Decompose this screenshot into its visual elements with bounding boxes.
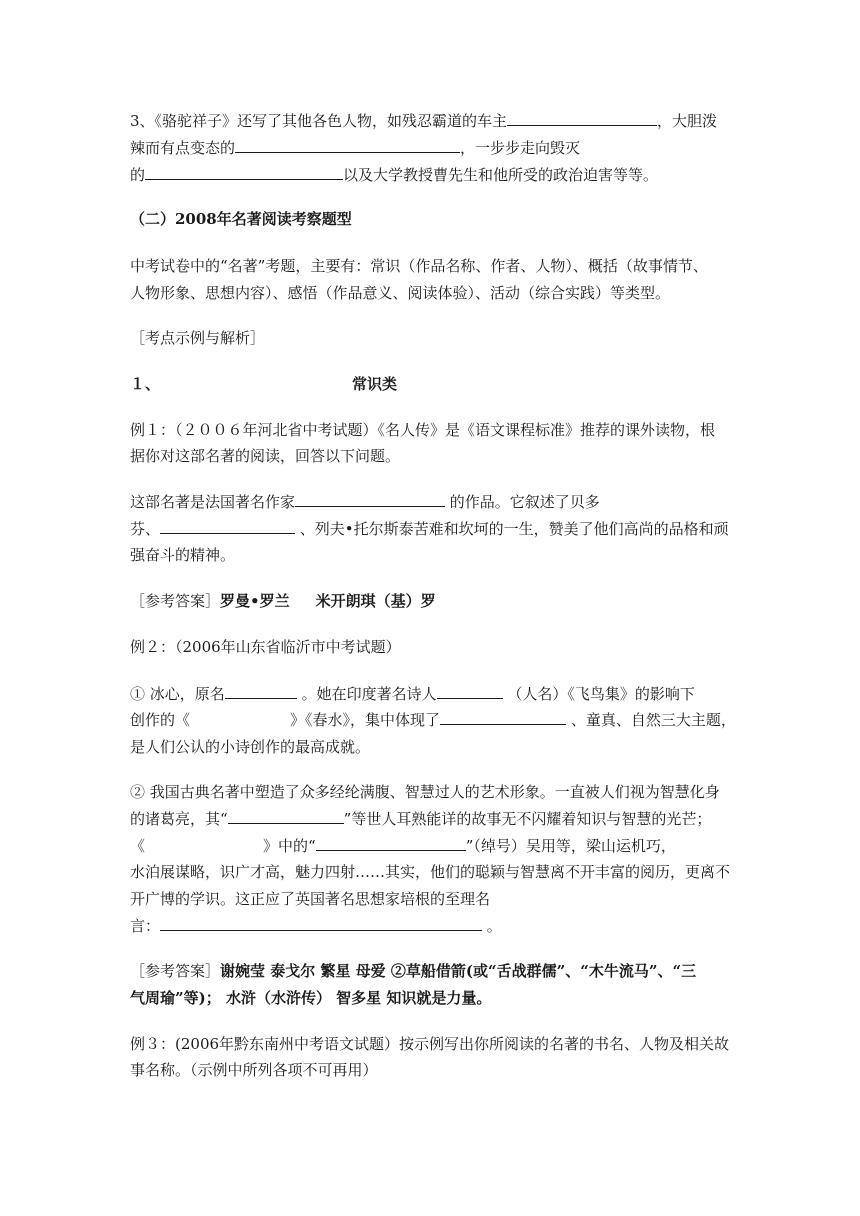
text: 。 (486, 917, 502, 935)
paragraph-line: 人物形象、思想内容）、感悟（作品意义、阅读体验）、活动（综合实践）等类型。 (130, 284, 671, 302)
question-line: 开广博的学识。这正应了英国著名思想家培根的至理名 (130, 890, 491, 908)
text: （人名）《飞鸟集》的影响下 (507, 685, 695, 703)
kaodian-label: ［考点示例与解析］ (130, 329, 266, 347)
text: 辣而有点变态的 (130, 139, 236, 157)
example-line: 例３：(2006年黔东南州中考语文试题）按示例写出你所阅读的名著的书名、人物及相关故 (130, 1035, 730, 1053)
text: 《 (130, 837, 146, 855)
question-line (130, 916, 502, 936)
example-line: 据你对这部名著的阅读，回答以下问题。 (130, 447, 401, 465)
answer-value: 罗曼•罗兰 (220, 592, 290, 610)
answer-value: 米开朗琪（基）罗 (315, 592, 436, 610)
example-line: 例１：（２００６年河北省中考试题）《名人传》是《语文课程标准》推荐的课外读物，根 (130, 421, 716, 439)
text: 。她在印度著名诗人 (301, 685, 437, 703)
text: 以及大学教授曹先生和他所受的政治迫害等等。 (343, 166, 659, 184)
text-line (130, 111, 717, 131)
answer-value: 谢婉莹 泰戈尔 繁星 母爱 ②草船借箭(或“舌战群儒”、“木牛流马”、“三 (220, 962, 697, 980)
question-line (130, 492, 600, 512)
subsection-number: １、 (130, 375, 161, 393)
answer-line: 气周瑜”等)； 水浒（水浒传） 智多星 知识就是力量。 (130, 989, 492, 1007)
text: 芬、 (130, 520, 161, 538)
question-line: 强奋斗的精神。 (130, 546, 236, 564)
question-line (130, 710, 736, 730)
text: 、童真、自然三大主题， (570, 711, 736, 729)
text: 这部名著是法国著名作家 (130, 493, 296, 511)
text: 3、《骆驼祥子》还写了其他各色人物，如残忍霸道的车主 (130, 112, 508, 130)
fill-blank (225, 684, 297, 699)
text: 》《春水》，集中体现了 (290, 711, 441, 729)
example-line: 例２：（2006年山东省临沂市中考试题） (130, 638, 401, 656)
text-line (130, 138, 580, 158)
text: ，一步步走向毁灭 (460, 139, 581, 157)
fill-blank (507, 111, 657, 126)
fill-blank (160, 916, 482, 931)
fill-blank (316, 836, 466, 851)
text: ，大胆泼 (657, 112, 718, 130)
text-line (130, 165, 658, 185)
answer-line (130, 961, 696, 981)
subsection-title: 常识类 (352, 375, 398, 393)
text: ”（绰号）吴用等，梁山运机巧， (465, 837, 676, 855)
text: ”等世人耳熟能详的故事无不闪耀着知识与智慧的光芒； (343, 810, 712, 828)
text: 的诸葛亮，其“ (130, 810, 228, 828)
question-line (130, 519, 729, 539)
text: 言： (130, 917, 161, 935)
fill-blank (235, 138, 460, 153)
text: 的 (130, 166, 146, 184)
fill-blank (437, 684, 503, 699)
question-line: 是人们公认的小诗创作的最高成就。 (130, 738, 371, 756)
fill-blank (160, 519, 295, 534)
text: ① 冰心，原名 (130, 685, 225, 703)
question-line (130, 809, 711, 829)
fill-blank (295, 492, 445, 507)
section-heading: （二）2008年名著阅读考察题型 (130, 210, 352, 228)
text: 创作的《 (130, 711, 191, 729)
question-line (130, 836, 676, 856)
question-line: 水泊展谋略，识广才高，魅力四射……其实，他们的聪颖与智慧离不开丰富的阅历，更离不 (130, 863, 731, 881)
answer-label: ［参考答案］ (130, 962, 221, 980)
fill-blank (145, 165, 343, 180)
text: 》中的“ (263, 837, 316, 855)
answer-line (130, 591, 436, 611)
example-line: 事名称。（示例中所列各项不可再用） (130, 1061, 378, 1079)
fill-blank (440, 710, 566, 725)
text: 的作品。它叙述了贝多 (449, 493, 600, 511)
answer-label: ［参考答案］ (130, 592, 221, 610)
paragraph-line: 中考试卷中的“名著”考题，主要有：常识（作品名称、作者、人物）、概括（故事情节、 (130, 257, 708, 275)
fill-blank (228, 809, 344, 824)
text: 、列夫•托尔斯泰苦难和坎坷的一生，赞美了他们高尚的品格和顽 (299, 520, 729, 538)
question-line: ② 我国古典名著中塑造了众多经纶满腹、智慧过人的艺术形象。一直被人们视为智慧化身 (130, 783, 720, 801)
question-line (130, 684, 695, 704)
